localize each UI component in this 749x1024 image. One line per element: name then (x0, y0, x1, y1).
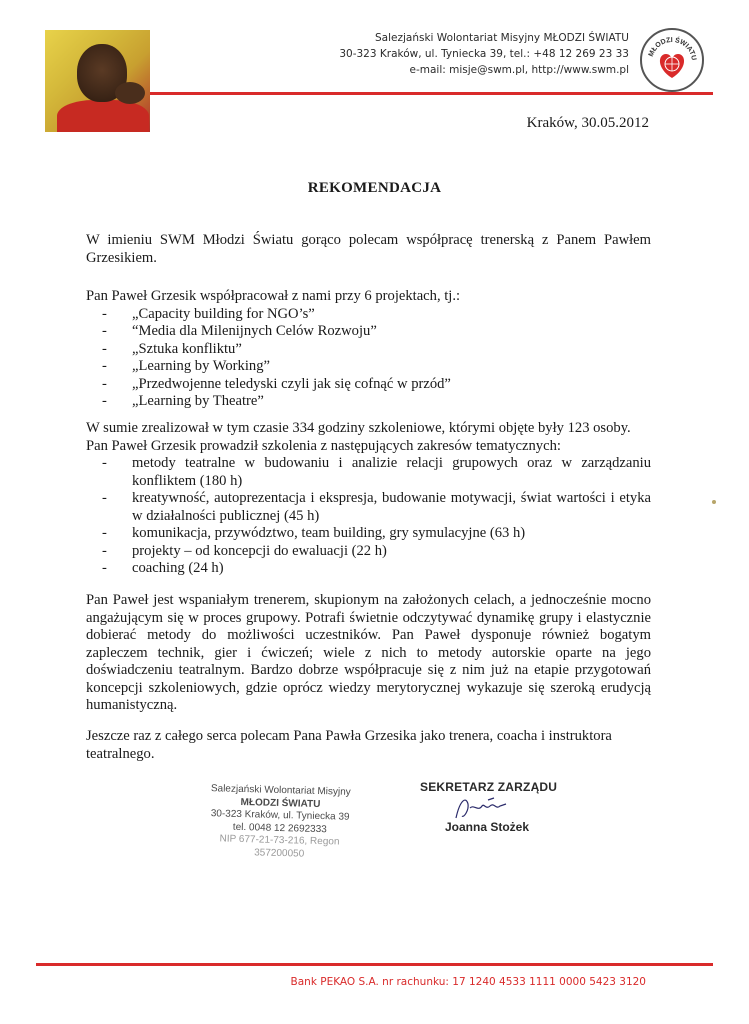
organization-stamp (194, 783, 366, 862)
letterhead-contact (339, 30, 629, 78)
description-text: Pan Paweł jest wspaniałym trenerem, skupionym na założonych celach, a jednocześnie mocno angażującym się w proces grupowy. Potrafi świetnie odczytywać dynamikę grupy i elastycznie dobierać metody do możliwości uczestników. Pan Paweł dysponuje również bogatym zapleczem technik, gier i ćwiczeń; wiele z nich to metody autorskie oparte na jego doświadczeniu teatralnym. Bardzo dobrze współpracuje się z nim już na etapie przygotowań koncepcji szkoleniowych, gdzie oprócz wiedzy merytorycznej wykazuje się szeroką erudycją humanistyczną. (86, 592, 651, 713)
list-item: - komunikacja, przywództwo, team building, gry symulacyjne (63 h) (86, 525, 651, 543)
header-photo (45, 30, 150, 132)
list-item: - „Przedwojenne teledyski czyli jak się cofnąć w przód” (86, 376, 651, 394)
signatory-name: Joanna Stożek (445, 820, 530, 834)
closing-text: Jeszcze raz z całego serca polecam Pana Pawła Grzesika jako trenera, coacha i instruktora teatralnego. (86, 728, 612, 762)
projects-section (86, 288, 651, 411)
stamp-line: Salezjański Wolontariat Misyjny (210, 783, 351, 798)
projects-intro: Pan Paweł Grzesik współpracował z nami przy 6 projektach, tj.: (86, 288, 461, 304)
description-paragraph (86, 592, 651, 715)
list-item: - „Learning by Working” (86, 358, 651, 376)
logo-text: MŁODZI ŚWIATU (647, 36, 698, 61)
list-item: - metody teatralne w budowaniu i analizie relacji grupowych oraz w zarządzaniu konfliktem (180 h) (86, 455, 651, 490)
list-item: - „Sztuka konfliktu” (86, 341, 651, 359)
scan-speck (712, 500, 716, 504)
intro-paragraph (86, 232, 651, 267)
heart-globe-icon (642, 30, 702, 90)
footer-divider (36, 963, 713, 966)
intro-text: W imieniu SWM Młodzi Światu gorąco polecam współpracę trenerską z Panem Pawłem Grzesikiem. (86, 232, 651, 266)
signatory-role: SEKRETARZ ZARZĄDU (420, 780, 558, 794)
topics-intro: Pan Paweł Grzesik prowadził szkolenia z następujących zakresów tematycznych: (86, 437, 561, 454)
list-item: - „Learning by Theatre” (86, 393, 651, 411)
topics-list (86, 455, 651, 578)
photo-shirt (57, 100, 149, 132)
stamp-line: MŁODZI ŚWIATU (240, 796, 321, 810)
letter-title: REKOMENDACJA (307, 180, 442, 196)
letter-date: Kraków, 30.05.2012 (526, 115, 649, 131)
hours-summary: W sumie zrealizował w tym czasie 334 godziny szkoleniowe, którymi objęte były 123 osoby. (86, 420, 631, 436)
photo-hand (115, 82, 145, 104)
list-item: - kreatywność, autoprezentacja i ekspresja, budowanie motywacji, świat wartości i etyka w działalności publicznej (45 h) (86, 490, 651, 525)
bank-account: Bank PEKAO S.A. nr rachunku: 17 1240 4533 1111 0000 5423 3120 (290, 976, 646, 988)
stamp-line: 30-323 Kraków, ul. Tyniecka 39 (210, 808, 350, 823)
signature-block (420, 780, 558, 834)
org-name: Salezjański Wolontariat Misyjny MŁODZI ŚWIATU (375, 32, 629, 44)
projects-list (86, 306, 651, 411)
closing-paragraph (86, 728, 651, 763)
list-item: - „Capacity building for NGO’s” (86, 306, 651, 324)
list-item: - coaching (24 h) (86, 560, 651, 578)
list-item: - “Media dla Milenijnych Celów Rozwoju” (86, 323, 651, 341)
stamp-line: NIP 677-21-73-216, Regon 357200050 (219, 833, 340, 860)
org-logo (640, 28, 704, 92)
topics-section (86, 420, 651, 578)
list-item: - projekty – od koncepcji do ewaluacji (22 h) (86, 543, 651, 561)
org-contact: e-mail: misje@swm.pl, http://www.swm.pl (409, 64, 629, 76)
stamp-line: tel. 0048 12 2692333 (232, 821, 327, 835)
header-divider (150, 92, 713, 95)
org-address: 30-323 Kraków, ul. Tyniecka 39, tel.: +48 12 269 23 33 (339, 48, 629, 60)
handwritten-signature (450, 794, 530, 822)
